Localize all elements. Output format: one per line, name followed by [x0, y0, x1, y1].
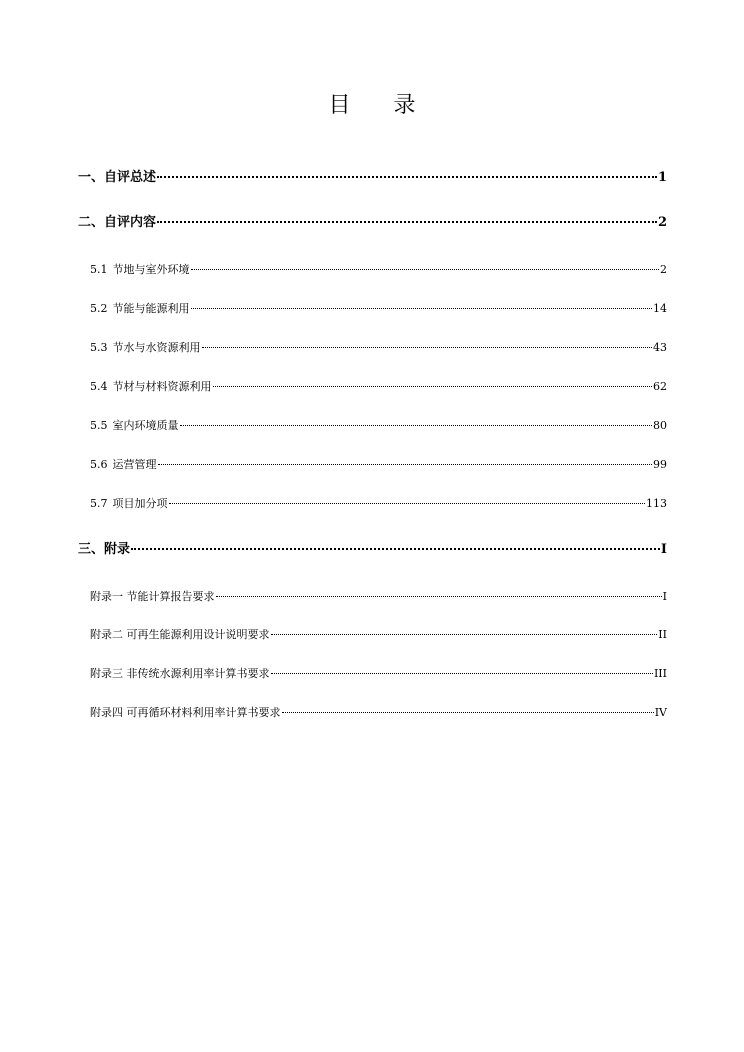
- toc-entry-appendix-4[interactable]: [90, 703, 667, 723]
- toc-section-number: 5.5: [90, 419, 108, 432]
- dot-leader: [157, 221, 657, 223]
- dot-leader: [202, 347, 653, 348]
- toc-page-number: IV: [654, 706, 667, 719]
- toc-page-number: II: [658, 628, 667, 641]
- toc-page-number: 43: [653, 341, 667, 354]
- toc-entry-appendix-3[interactable]: [90, 664, 667, 684]
- toc-page-number: 2: [657, 215, 667, 230]
- dot-leader: [271, 634, 658, 635]
- toc-page-number: III: [653, 667, 667, 680]
- toc-entry-appendix-1[interactable]: [90, 587, 667, 607]
- toc-section-number: 5.3: [90, 341, 108, 354]
- toc-entry-title: 一、自评总述: [78, 170, 157, 185]
- dot-leader: [216, 596, 662, 597]
- toc-section-number: 5.1: [90, 263, 108, 276]
- dot-leader: [131, 548, 660, 550]
- toc-page-number: 99: [653, 458, 667, 471]
- toc-entry-5-4[interactable]: [90, 377, 667, 397]
- toc-entry-title: 附录一 节能计算报告要求: [90, 590, 215, 603]
- dot-leader: [191, 308, 653, 309]
- dot-leader: [191, 269, 660, 270]
- toc-page-number: 62: [653, 380, 667, 393]
- toc-entry-title: 室内环境质量: [112, 419, 179, 432]
- toc-entry-appendix-2[interactable]: [90, 625, 667, 645]
- toc-page-number: 2: [660, 263, 667, 276]
- toc-page-number: I: [662, 590, 667, 603]
- toc-entry-title: 节地与室外环境: [112, 263, 190, 276]
- toc-section-number: 5.6: [90, 458, 108, 471]
- toc-entry-self-evaluation-content[interactable]: [78, 213, 667, 233]
- toc-entry-title: 节材与材料资源利用: [112, 380, 212, 393]
- toc-page-number: 113: [646, 497, 667, 510]
- toc-page-number: I: [660, 542, 667, 557]
- toc-entry-5-3[interactable]: [90, 338, 667, 358]
- dot-leader: [169, 503, 646, 504]
- dot-leader: [282, 712, 654, 713]
- toc-entry-5-6[interactable]: [90, 455, 667, 475]
- dot-leader: [180, 425, 653, 426]
- toc-entry-5-5[interactable]: [90, 416, 667, 436]
- toc-entry-title: 节能与能源利用: [112, 302, 190, 315]
- toc-entry-5-1[interactable]: [90, 260, 667, 280]
- toc-page-number: 80: [653, 419, 667, 432]
- toc-entry-title: 二、自评内容: [78, 215, 157, 230]
- toc-page-number: 1: [657, 170, 667, 185]
- toc-entry-title: 附录二 可再生能源利用设计说明要求: [90, 628, 270, 641]
- toc-entry-title: 附录三 非传统水源利用率计算书要求: [90, 667, 270, 680]
- toc-entry-title: 附录四 可再循环材料利用率计算书要求: [90, 706, 281, 719]
- toc-entry-title: 运营管理: [112, 458, 157, 471]
- toc-entry-title: 三、附录: [78, 542, 131, 557]
- dot-leader: [271, 673, 653, 674]
- toc-section-number: 5.7: [90, 497, 108, 510]
- dot-leader: [158, 464, 653, 465]
- toc-entry-title: 节水与水资源利用: [112, 341, 201, 354]
- toc-entry-5-2[interactable]: [90, 299, 667, 319]
- toc-section-number: 5.2: [90, 302, 108, 315]
- toc-entry-5-7[interactable]: [90, 494, 667, 514]
- toc-entry-self-evaluation-overview[interactable]: [78, 168, 667, 188]
- dot-leader: [157, 176, 657, 178]
- toc-section-number: 5.4: [90, 380, 108, 393]
- page-title: 目 录: [328, 93, 434, 118]
- toc-page-number: 14: [653, 302, 667, 315]
- toc-entry-title: 项目加分项: [112, 497, 168, 510]
- toc-entry-appendix[interactable]: [78, 540, 667, 560]
- dot-leader: [213, 386, 653, 387]
